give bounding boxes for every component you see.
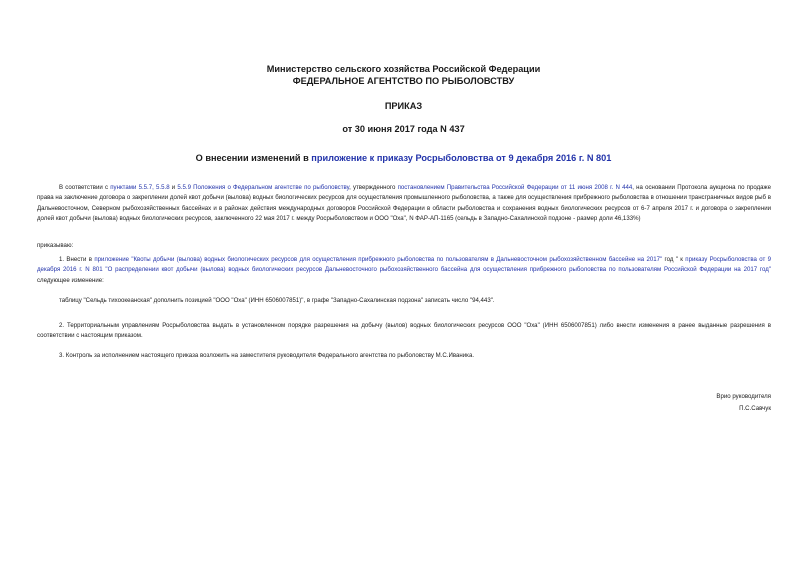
agency-heading: ФЕДЕРАЛЬНОЕ АГЕНТСТВО ПО РЫБОЛОВСТВУ <box>292 76 515 86</box>
link-order-801[interactable]: приказу Росрыболовства от 9 декабря 2016 г. N 801 "О распределении квот добычи (вылова) водных биологических ресурсов Дальневосточного рыбохозяйственного бассейна для осуществления прибрежного рыболовства по пользователям Российской Федерации на 2017 год" <box>37 256 771 274</box>
item-1-text-2: год " к <box>662 256 686 263</box>
ministry-heading: Министерство сельского хозяйства Российской Федерации <box>266 64 541 74</box>
title-link[interactable]: приложение к приказу Росрыболовства от 9 декабря 2016 г. N 801 <box>311 153 612 163</box>
link-appendix-quotas[interactable]: приложение "Квоты добычи (вылова) водных биологических ресурсов для осуществления прибрежного рыболовства по пользователям в Дальневосточном рыбохозяйственном бассейне на 2017" <box>94 256 663 263</box>
item-1-paragraph <box>37 255 771 286</box>
preamble-text-2: и <box>169 184 178 191</box>
doc-type-heading: ПРИКАЗ <box>384 101 423 111</box>
item-3-paragraph: 3. Контроль за исполнением настоящего приказа возложить на заместителя руководителя Федерального агентства по рыболовству М.С.Иваника. <box>59 352 475 359</box>
link-regulation-559[interactable]: 5.5.9 Положения о Федеральном агентстве по рыболовству <box>177 184 350 191</box>
signature-name: П.С.Савчук <box>739 405 771 412</box>
item-1-text-1: 1. Внести в <box>59 256 95 263</box>
preamble-text-1: В соответствии с <box>59 184 111 191</box>
item-2-paragraph: 2. Территориальным управлениям Росрыболовства выдать в установленном порядке разрешения на добычу (вылов) водных биологических ресурсов ООО "Оха" (ИНН 6506007851) либо внести изменения в ранее выданные разрешения в соответствии с настоящим приказом. <box>37 322 771 340</box>
item-1-change: таблицу "Сельдь тихоокеанская" дополнить позицией "ООО "Оха" (ИНН 6506007851)", в графе "Западно-Сахалинская подзона" записать число "94,443". <box>59 297 495 304</box>
preamble-text-3: , утвержденного <box>349 184 398 191</box>
preamble-text-4: , на основании Протокола аукциона по продаже права на заключение договора о закреплении долей квот добычи (вылова) водных биологических ресурсов для осуществления промышленного рыболовства, а также для осуществления прибрежного рыболовства в отношении трансграничных видов рыб в Дальневосточном, Северном рыбохозяйственных бассейнах и в районах действия международных договоров Российской Федерации в области рыболовства и сохранения водных биологических ресурсов от 6-7 апреля 2017 г. и договора о закреплении долей квот добычи (вылова) водных биологических ресурсов, заключенного 22 мая 2017 г. между Росрыболовством и ООО "Оха", N ФАР-АП-1165 (сельдь в Западно-Сахалинской подзоне - размер доли 46,133%) <box>37 184 772 223</box>
item-1-text-3: следующее изменение: <box>37 276 104 284</box>
date-number: от 30 июня 2017 года N 437 <box>342 124 465 134</box>
document-title <box>0 153 807 163</box>
link-government-decree[interactable]: постановлением Правительства Российской Федерации от 11 июня 2008 г. N 444 <box>397 184 633 191</box>
preamble-paragraph <box>37 183 771 225</box>
link-points-557-558[interactable]: пунктами 5.5.7, 5.5.8 <box>110 184 170 191</box>
signature-position: Врио руководителя <box>716 393 771 400</box>
order-word: приказываю: <box>37 242 74 249</box>
title-prefix: О внесении изменений в <box>195 153 312 163</box>
